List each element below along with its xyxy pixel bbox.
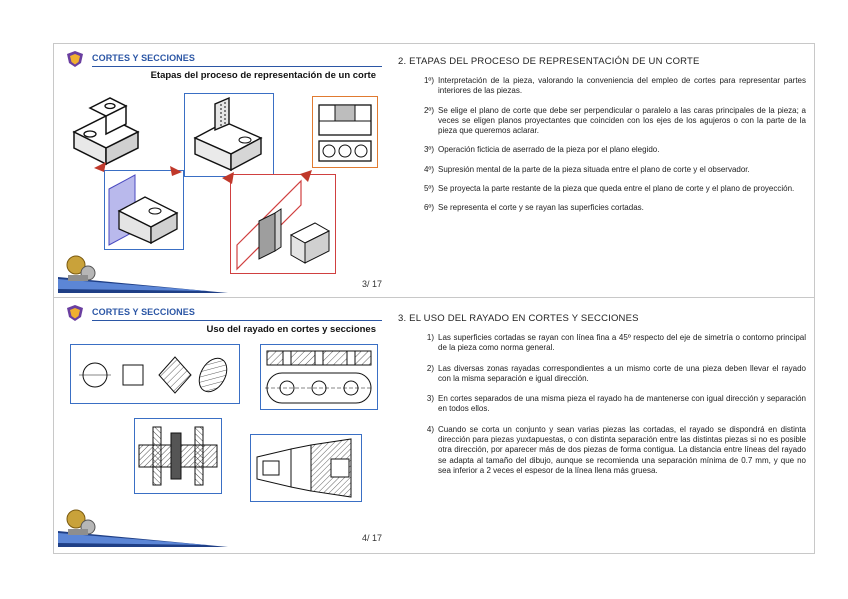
- step-text: Las diversas zonas rayadas correspondientes a un mismo corte de una pieza deben llevar el rayado con la misma separación e igual dirección.: [438, 363, 806, 383]
- slide-title: Uso del rayado en cortes y secciones: [206, 324, 376, 335]
- list-item: [398, 394, 806, 415]
- arrow-icon: [170, 166, 182, 176]
- slide-4: [54, 298, 392, 551]
- notes-section-stages: [398, 56, 806, 223]
- arrow-icon: [94, 162, 106, 172]
- page-number: 4/ 17: [361, 533, 382, 543]
- list-item: [398, 76, 806, 97]
- step-text: Operación ficticia de aserrado de la pieza por el plano elegido.: [438, 145, 660, 155]
- list-item: [398, 364, 806, 385]
- brand-rule: [92, 320, 382, 321]
- step-text: Se representa el corte y se rayan las superficies cortadas.: [438, 203, 644, 213]
- list-item: [398, 165, 806, 175]
- step-text: Se elige el plano de corte que debe ser perpendicular o paralelo a las caras principales de la pieza; a veces se eligen planos proyectantes que coinciden con los ejes de los agujeros o con la parte de la pieza que queremos aclarar.: [438, 105, 806, 136]
- step-number: 4º): [423, 164, 434, 174]
- list-item: [398, 145, 806, 155]
- step-text: En cortes separados de una misma pieza el rayado ha de mantenerse con igual dirección y separación en todos ellos.: [438, 394, 806, 414]
- section-heading: 2. ETAPAS DEL PROCESO DE REPRESENTACIÓN DE UN CORTE: [398, 56, 700, 67]
- brand-label: CORTES Y SECCIONES: [92, 53, 195, 63]
- slide-3: [54, 44, 392, 297]
- step-number: 6º): [423, 203, 434, 213]
- list-item: [398, 425, 806, 476]
- figure-hatched-bar: [260, 344, 378, 410]
- list-item: [398, 333, 806, 354]
- figure-shaft-section: [250, 434, 362, 502]
- figure-assembly-section: [134, 418, 222, 494]
- section-heading: 3. EL USO DEL RAYADO EN CORTES Y SECCIONES: [398, 313, 639, 324]
- step-number: 2º): [423, 105, 434, 115]
- step-number: 5º): [423, 184, 434, 194]
- shield-logo-icon: [66, 304, 84, 322]
- arrow-icon: [300, 170, 312, 182]
- corner-decoration-icon: [58, 503, 228, 547]
- step-text: Se proyecta la parte restante de la pieza que queda entre el plano de corte y el plano de proyección.: [438, 184, 795, 194]
- arrow-icon: [222, 172, 234, 184]
- brand-label: CORTES Y SECCIONES: [92, 307, 195, 317]
- step-number: 4): [426, 424, 434, 434]
- step-number: 3º): [423, 145, 434, 155]
- step-text: Supresión mental de la parte de la pieza situada entre el plano de corte y el observador.: [438, 164, 750, 174]
- page-number: 3/ 17: [361, 279, 382, 289]
- step-number: 2): [426, 363, 434, 373]
- list-item: [398, 203, 806, 213]
- slide-title: Etapas del proceso de representación de un corte: [150, 70, 376, 81]
- step-number: 3): [426, 394, 434, 404]
- notes-section-hatching: [398, 313, 806, 486]
- step-number: 1º): [423, 76, 434, 85]
- list-item: [398, 184, 806, 194]
- step-text: Interpretación de la pieza, valorando la conveniencia del empleo de cortes para representar partes interiores de las piezas.: [438, 76, 806, 96]
- step-text: Las superficies cortadas se rayan con línea fina a 45º respecto del eje de simetría o contorno principal de la pieza como norma general.: [438, 333, 806, 353]
- step-number: 1): [426, 333, 434, 342]
- list-item: [398, 106, 806, 137]
- figure-hatched-shapes: [70, 344, 240, 404]
- corner-decoration-icon: [58, 249, 228, 293]
- step-text: Cuando se corta un conjunto y sean varias piezas las cortadas, el rayado se dispondrá en distinta dirección para piezas yuxtapuestas, o con distinta separación entre las distintas piezas si no es posible otra dirección, por aparecer más de dos piezas de forma contigua. La distancia entre líneas del rayado se adapta al tamaño del dibujo, aunque se recomienda una separación mínima de 0.7 mm, y que no sea inferior a 2 veces el espesor de la línea llena más gruesa.: [438, 424, 806, 475]
